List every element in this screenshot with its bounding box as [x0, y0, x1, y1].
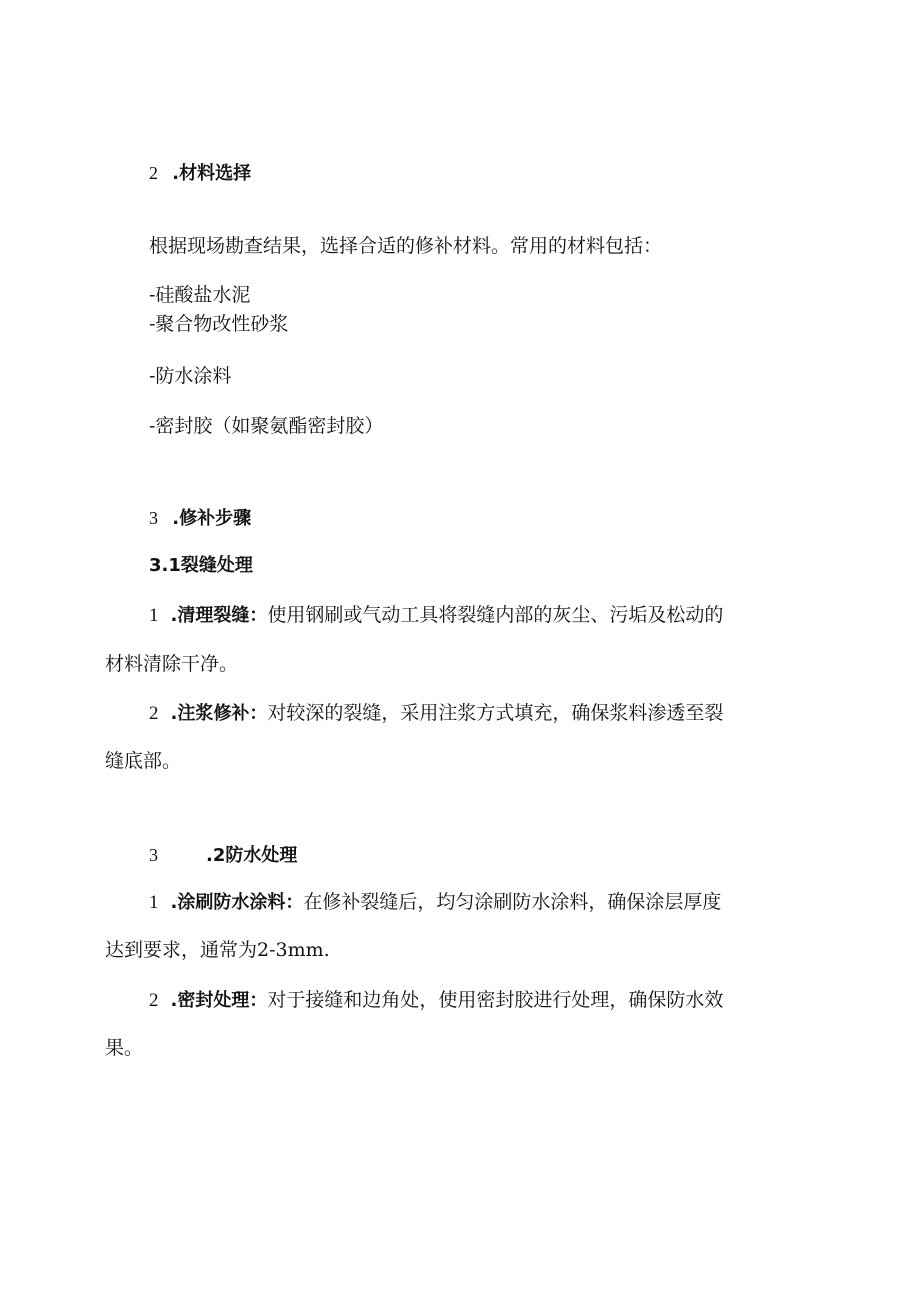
section-title: .修补步骤: [172, 508, 252, 529]
material-item: -硅酸盐水泥: [149, 284, 251, 306]
material-item: -防水涂料: [149, 365, 232, 387]
crack-step-1-continuation: 材料清除干净。: [105, 653, 239, 675]
step-number: 1: [149, 892, 159, 913]
crack-step-1: [149, 602, 723, 629]
step-number: 2: [149, 703, 159, 724]
step-text: 对于接缝和边角处，使用密封胶进行处理，确保防水效: [267, 989, 724, 1011]
crack-step-2-continuation: 缝底部。: [105, 750, 182, 772]
step-number: 1: [149, 605, 159, 626]
section-title: .2防水处理: [206, 845, 298, 866]
section-heading-materials: [149, 160, 251, 187]
waterproof-step-1: [149, 889, 721, 916]
waterproof-step-2: [149, 987, 723, 1014]
subsection-heading-crack: 3.1裂缝处理: [149, 555, 253, 576]
section-number: 3: [149, 845, 158, 865]
section-heading-repair-steps: [149, 505, 251, 532]
material-item: -密封胶（如聚氨酯密封胶）: [149, 415, 384, 437]
step-text: 使用钢刷或气动工具将裂缝内部的灰尘、污垢及松动的: [267, 604, 724, 626]
section-number: 2: [149, 163, 158, 183]
step-text: 对较深的裂缝，采用注浆方式填充，确保浆料渗透至裂: [267, 702, 724, 724]
subsection-heading-waterproof: [149, 842, 297, 869]
crack-step-2: [149, 700, 723, 727]
step-text: 在修补裂缝后，均匀涂刷防水涂料，确保涂层厚度: [303, 891, 722, 913]
section-number: 3: [149, 508, 158, 528]
material-item: -聚合物改性砂浆: [149, 313, 289, 335]
step-number: 2: [149, 990, 159, 1011]
step-term: .涂刷防水涂料：: [170, 892, 304, 913]
materials-intro: 根据现场勘查结果，选择合适的修补材料。常用的材料包括：: [149, 235, 663, 257]
section-title: .材料选择: [172, 163, 252, 184]
step-term: .清理裂缝：: [170, 605, 268, 626]
step-term: .注浆修补：: [170, 703, 268, 724]
waterproof-step-2-continuation: 果。: [105, 1037, 144, 1059]
waterproof-step-1-continuation: 达到要求，通常为2-3mm.: [105, 939, 330, 961]
step-term: .密封处理：: [170, 990, 268, 1011]
